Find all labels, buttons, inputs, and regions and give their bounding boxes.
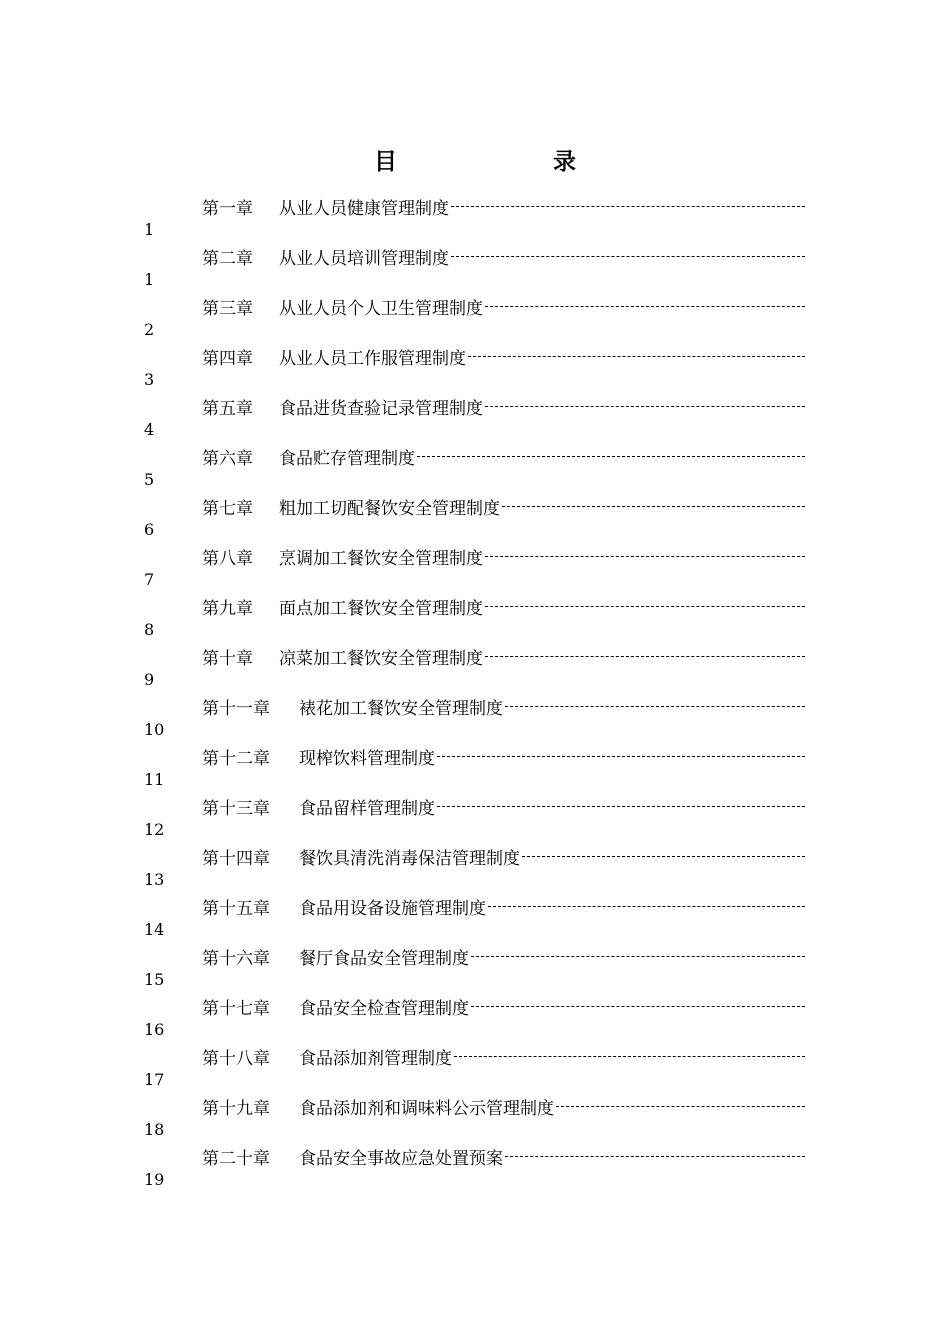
toc-entry[interactable] (0, 644, 950, 694)
chapter-title: 面点加工餐饮安全管理制度 (279, 598, 483, 618)
toc-entry-line (202, 394, 805, 418)
dot-leader (485, 556, 805, 558)
toc-entry[interactable] (0, 844, 950, 894)
toc-entry[interactable] (0, 944, 950, 994)
chapter-title: 凉菜加工餐饮安全管理制度 (279, 648, 483, 668)
toc-entry-line (202, 894, 805, 918)
page-number: 5 (144, 470, 155, 489)
page-number: 1 (144, 220, 155, 239)
dot-leader (468, 356, 805, 358)
dot-leader (488, 906, 805, 908)
chapter-number: 第十六章 (202, 948, 270, 968)
toc-entry[interactable] (0, 1144, 950, 1194)
chapter-number: 第十五章 (202, 898, 270, 918)
toc-title-left: 目 (374, 148, 397, 175)
chapter-number: 第三章 (202, 298, 253, 318)
dot-leader (556, 1106, 805, 1108)
chapter-title: 从业人员培训管理制度 (279, 248, 449, 268)
toc-entry[interactable] (0, 594, 950, 644)
toc-title (0, 143, 950, 179)
chapter-title: 粗加工切配餐饮安全管理制度 (279, 498, 500, 518)
toc-entry[interactable] (0, 794, 950, 844)
page-number: 9 (144, 670, 155, 689)
dot-leader (451, 256, 805, 258)
toc-entry[interactable] (0, 344, 950, 394)
dot-leader (437, 756, 805, 758)
toc-entry[interactable] (0, 994, 950, 1044)
chapter-number: 第十一章 (202, 698, 270, 718)
chapter-title: 餐厅食品安全管理制度 (299, 948, 469, 968)
chapter-title: 食品留样管理制度 (299, 798, 435, 818)
dot-leader (471, 1006, 805, 1008)
toc-entry-line (202, 494, 805, 518)
page-number: 14 (144, 920, 165, 939)
toc-entry[interactable] (0, 544, 950, 594)
chapter-title: 现榨饮料管理制度 (299, 748, 435, 768)
chapter-number: 第二十章 (202, 1148, 270, 1168)
chapter-number: 第七章 (202, 498, 253, 518)
chapter-title: 食品进货查验记录管理制度 (279, 398, 483, 418)
page-number: 7 (144, 570, 155, 589)
toc-entry[interactable] (0, 1044, 950, 1094)
toc-entry-line (202, 1094, 805, 1118)
dot-leader (485, 306, 805, 308)
toc-entry-line (202, 1044, 805, 1068)
dot-leader (471, 956, 805, 958)
page-number: 13 (144, 870, 165, 889)
chapter-number: 第十七章 (202, 998, 270, 1018)
toc-entry-line (202, 344, 805, 368)
toc-entry-line (202, 694, 805, 718)
table-of-contents (0, 194, 950, 1194)
chapter-title: 食品安全事故应急处置预案 (299, 1148, 503, 1168)
page-number: 15 (144, 970, 165, 989)
chapter-number: 第九章 (202, 598, 253, 618)
chapter-number: 第五章 (202, 398, 253, 418)
toc-entry-line (202, 544, 805, 568)
chapter-number: 第一章 (202, 198, 253, 218)
dot-leader (485, 656, 805, 658)
toc-title-right: 录 (553, 148, 576, 175)
chapter-number: 第十二章 (202, 748, 270, 768)
toc-entry-line (202, 844, 805, 868)
page-number: 1 (144, 270, 155, 289)
chapter-number: 第十八章 (202, 1048, 270, 1068)
page-number: 10 (144, 720, 165, 739)
chapter-title: 食品贮存管理制度 (279, 448, 415, 468)
toc-entry[interactable] (0, 194, 950, 244)
chapter-title: 食品安全检查管理制度 (299, 998, 469, 1018)
toc-entry-line (202, 744, 805, 768)
dot-leader (502, 506, 805, 508)
chapter-title: 裱花加工餐饮安全管理制度 (299, 698, 503, 718)
dot-leader (437, 806, 805, 808)
dot-leader (485, 606, 805, 608)
toc-entry[interactable] (0, 744, 950, 794)
chapter-number: 第六章 (202, 448, 253, 468)
toc-entry-line (202, 644, 805, 668)
toc-entry-line (202, 794, 805, 818)
page-number: 2 (144, 320, 155, 339)
chapter-number: 第十三章 (202, 798, 270, 818)
toc-entry[interactable] (0, 294, 950, 344)
dot-leader (505, 706, 805, 708)
chapter-title: 从业人员健康管理制度 (279, 198, 449, 218)
toc-entry[interactable] (0, 494, 950, 544)
chapter-title: 餐饮具清洗消毒保洁管理制度 (299, 848, 520, 868)
dot-leader (451, 206, 805, 208)
page-number: 12 (144, 820, 165, 839)
page-number: 8 (144, 620, 155, 639)
toc-entry[interactable] (0, 394, 950, 444)
page-number: 18 (144, 1120, 165, 1139)
chapter-title: 食品添加剂管理制度 (299, 1048, 452, 1068)
toc-entry-line (202, 194, 805, 218)
page-number: 11 (144, 770, 165, 789)
dot-leader (522, 856, 805, 858)
chapter-number: 第八章 (202, 548, 253, 568)
toc-entry-line (202, 294, 805, 318)
toc-entry-line (202, 944, 805, 968)
toc-entry-line (202, 444, 805, 468)
toc-entry[interactable] (0, 444, 950, 494)
page-number: 16 (144, 1020, 165, 1039)
chapter-title: 从业人员工作服管理制度 (279, 348, 466, 368)
toc-entry-line (202, 244, 805, 268)
dot-leader (454, 1056, 805, 1058)
chapter-number: 第十章 (202, 648, 253, 668)
toc-entry-line (202, 594, 805, 618)
chapter-title: 食品用设备设施管理制度 (299, 898, 486, 918)
chapter-number: 第十四章 (202, 848, 270, 868)
page-number: 4 (144, 420, 155, 439)
dot-leader (417, 456, 805, 458)
chapter-number: 第十九章 (202, 1098, 270, 1118)
chapter-title: 食品添加剂和调味料公示管理制度 (299, 1098, 554, 1118)
toc-entry[interactable] (0, 1094, 950, 1144)
chapter-title: 烹调加工餐饮安全管理制度 (279, 548, 483, 568)
toc-entry[interactable] (0, 244, 950, 294)
dot-leader (485, 406, 805, 408)
chapter-number: 第二章 (202, 248, 253, 268)
toc-entry-line (202, 1144, 805, 1168)
page-number: 17 (144, 1070, 165, 1089)
page-number: 19 (144, 1170, 165, 1189)
toc-entry[interactable] (0, 694, 950, 744)
chapter-title: 从业人员个人卫生管理制度 (279, 298, 483, 318)
toc-entry-line (202, 994, 805, 1018)
page-number: 3 (144, 370, 155, 389)
dot-leader (505, 1156, 805, 1158)
page-number: 6 (144, 520, 155, 539)
toc-entry[interactable] (0, 894, 950, 944)
chapter-number: 第四章 (202, 348, 253, 368)
